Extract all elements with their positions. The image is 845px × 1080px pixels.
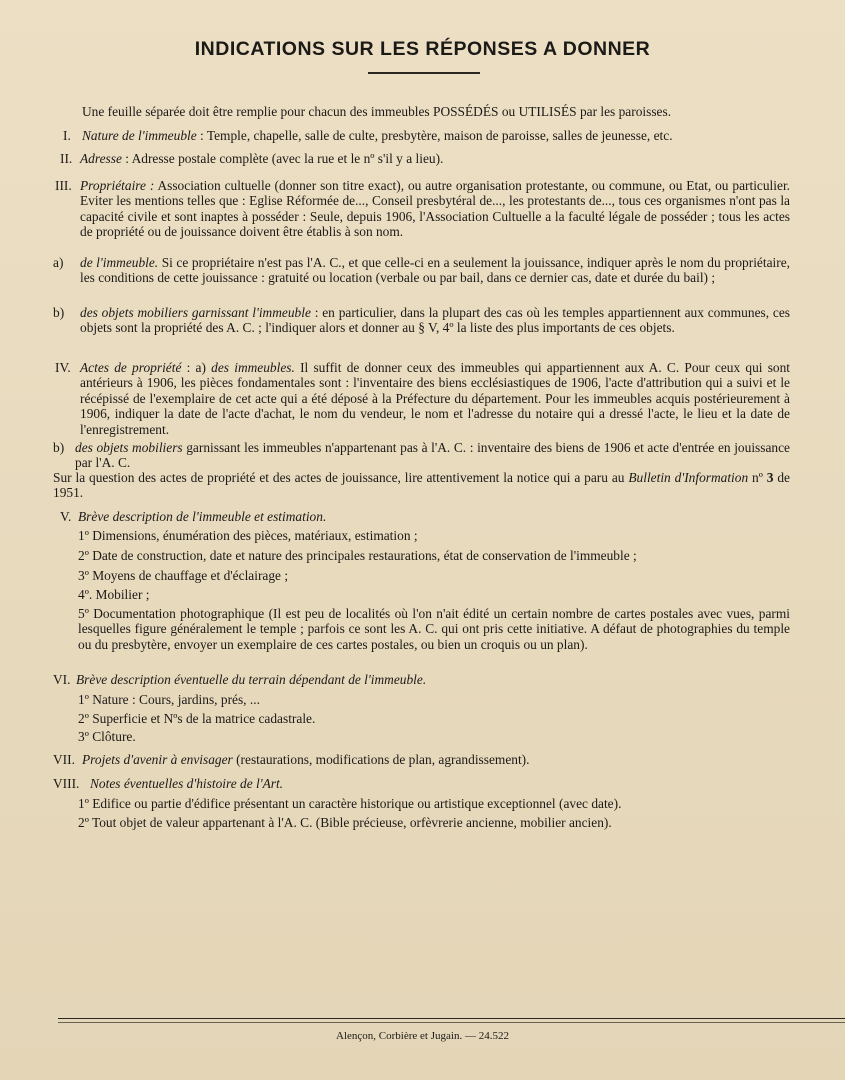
section-4-text-2: Il suffit de donner ceux des immeubles qui appartiennent aux A. C. Pour ceux qui sont antérieurs à 1906, les pièces fondamentales sont : l'inventaire des biens ecclésiastiques de 1906, l'acte d'attribution qui a suivi et le récépissé de l'exemplaire de cet acte qui a été déposé à la Préfecture du département. Pour les immeubles acquis postérieurement à 1906, indiquer la date de l'acte d'achat, le nom du vendeur, le nom et l'adresse du notaire qui a dressé l'acte, le lieu et la date de l'enregistrement.: [80, 360, 791, 437]
section-2-text: : Adresse postale complète (avec la rue et le nº s'il y a lieu).: [121, 151, 444, 166]
section-3-label: Propriétaire :: [80, 178, 155, 193]
section-4-note: [53, 470, 790, 501]
section-4b-number: b): [53, 440, 65, 455]
section-5-label-text: Brève description de l'immeuble et estimation.: [78, 509, 327, 524]
section-7-text: (restaurations, modifications de plan, agrandissement).: [232, 752, 530, 767]
note-text: Sur la question des actes de propriété et des actes de jouissance, lire attentivement la notice qui a paru au: [53, 470, 629, 485]
section-3-text: Association cultuelle (donner son titre exact), ou autre organisation protestante, ou commune, ou Etat, ou particulier. Eviter les mentions telles que : Eglise Réformée de..., Conseil presbytéral de..., les protestants de..., tous ces organismes n'ont pas la capacité civile et sont inaptes à posséder : Seule, depuis 1906, l'Association Cultuelle a la faculté légale de posséder ; tous les actes de propriété ou de jouissance doivent être établis à son nom.: [80, 178, 791, 240]
section-5-item-2: 2º Date de construction, date et nature des principales restaurations, état de conservation de l'immeuble ;: [78, 548, 637, 563]
section-6-item-1: 1º Nature : Cours, jardins, prés, ...: [78, 692, 260, 707]
section-3b-number: b): [53, 305, 65, 320]
section-4b-label: des objets mobiliers: [75, 440, 183, 455]
section-2-number: II.: [60, 151, 73, 166]
section-5-label: [78, 509, 326, 524]
section-3a-label: de l'immeuble.: [80, 255, 159, 270]
section-2: [80, 151, 443, 166]
intro-text: Une feuille séparée doit être remplie pour chacun des immeubles POSSÉDÉS ou UTILISÉS par les paroisses.: [82, 104, 672, 119]
section-3b-label: des objets mobiliers garnissant l'immeuble: [80, 305, 311, 320]
section-1-text: : Temple, chapelle, salle de culte, presbytère, maison de paroisse, salles de jeunesse, etc.: [196, 128, 673, 143]
section-3a: [80, 255, 790, 286]
section-2-label: Adresse: [80, 151, 122, 166]
note-text-2: nº: [748, 470, 767, 485]
section-1-number: I.: [63, 128, 71, 143]
section-1: [82, 128, 673, 143]
section-3a-text: Si ce propriétaire n'est pas l'A. C., et que celle-ci en a seulement la jouissance, indiquer après le nom du propriétaire, les conditions de cette jouissance : gratuité ou location (verbale ou par bail, dans ce dernier cas, date et durée du bail) ;: [80, 255, 791, 286]
section-3a-number: a): [53, 255, 64, 270]
section-5-item-1: 1º Dimensions, énumération des pièces, matériaux, estimation ;: [78, 528, 418, 543]
footer-rule-thin: [58, 1022, 845, 1023]
section-3b-text: : en particulier, dans la plupart des cas où les temples appartiennent aux communes, ces objets sont la propriété des A. C. ; l'indiquer alors et donner au § V, 4º la liste des plus importants de ces objets.: [80, 305, 790, 336]
section-3: [80, 178, 790, 240]
section-3b: [80, 305, 790, 336]
section-7-label: Projets d'avenir à envisager: [82, 752, 233, 767]
section-8-label-text: Notes éventuelles d'histoire de l'Art.: [90, 776, 284, 791]
section-6-label-text: Brève description éventuelle du terrain dépendant de l'immeuble.: [76, 672, 427, 687]
title-underline: [368, 72, 480, 74]
section-4-label: Actes de propriété: [80, 360, 182, 375]
note-handwritten-number: 3: [766, 470, 774, 485]
section-4b: [75, 440, 790, 471]
section-7: [82, 752, 530, 767]
note-text-3: de 1951.: [53, 470, 790, 501]
section-6-number: VI.: [53, 672, 71, 687]
section-8-number: VIII.: [53, 776, 80, 791]
section-6-item-3: 3º Clôture.: [78, 729, 136, 744]
section-8-item-1: 1º Edifice ou partie d'édifice présentant un caractère historique ou artistique exceptionnel (avec date).: [78, 796, 622, 811]
section-5-number: V.: [60, 509, 72, 524]
section-4b-text: garnissant les immeubles n'appartenant pas à l'A. C. : inventaire des biens de 1906 et acte d'entrée en jouissance par l'A. C.: [75, 440, 790, 471]
section-4-label-2: des immeubles.: [211, 360, 295, 375]
section-5-item-3: 3º Moyens de chauffage et d'éclairage ;: [78, 568, 289, 583]
section-6-label: [76, 672, 426, 687]
section-1-label: Nature de l'immeuble: [82, 128, 197, 143]
section-4: [80, 360, 790, 437]
note-bulletin-label: Bulletin d'Information: [628, 470, 749, 485]
section-4-text: : a): [181, 360, 212, 375]
section-5-item-4: 4º. Mobilier ;: [78, 587, 150, 602]
section-8-item-2: 2º Tout objet de valeur appartenant à l'A. C. (Bible précieuse, orfèvrerie ancienne, mobilier ancien).: [78, 815, 612, 830]
printer-imprint: Alençon, Corbière et Jugain. — 24.522: [336, 1030, 509, 1042]
page-title: INDICATIONS SUR LES RÉPONSES A DONNER: [194, 38, 651, 60]
section-6-item-2: 2º Superficie et Nºs de la matrice cadastrale.: [78, 711, 316, 726]
footer-rule: [58, 1018, 845, 1019]
section-5-item-5: 5º Documentation photographique (Il est peu de localités où l'on n'ait édité un certain nombre de cartes postales avec vues, parmi lesquelles figure généralement le temple ; parfois ce sont les A. C. qui ont pris cette initiative. A défaut de photographies du temple ou du presbytère, envoyer un exemplaire de ces cartes postales, ou bien un croquis ou un plan).: [78, 606, 790, 652]
section-3-number: III.: [55, 178, 72, 193]
section-8-label: [90, 776, 283, 791]
section-4-number: IV.: [55, 360, 71, 375]
section-7-number: VII.: [53, 752, 75, 767]
